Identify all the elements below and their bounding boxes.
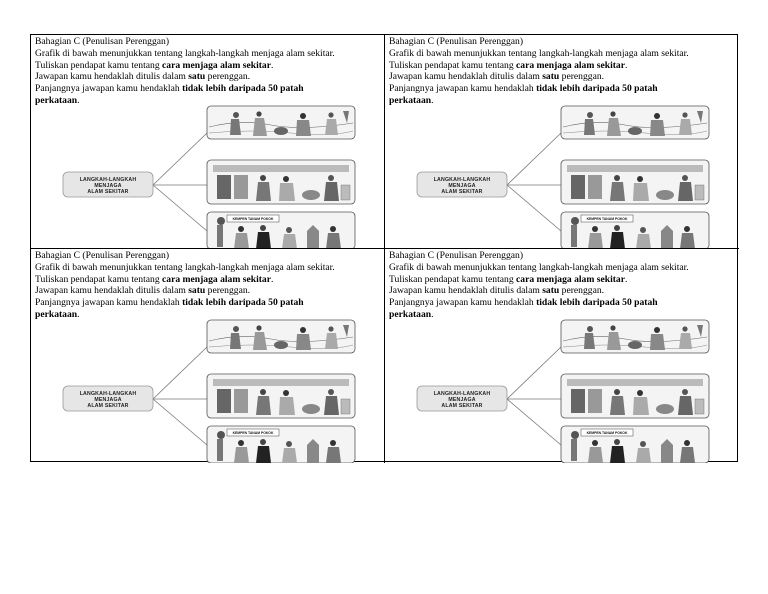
- mind-map-graphic: [385, 249, 739, 463]
- emphasis-text: perkataan: [389, 308, 432, 320]
- bubble-line: MENJAGA: [94, 397, 122, 403]
- campaign-sign: KEMPEN TANAM POKOK: [586, 431, 628, 435]
- instruction-text: .: [77, 308, 80, 320]
- mind-map-graphic: [31, 35, 385, 249]
- bubble-line: LANGKAH-LANGKAH: [433, 391, 491, 397]
- instruction-text: Grafik di bawah menunjukkan tentang langkah-langkah menjaga alam sekitar.: [389, 47, 689, 59]
- instruction-text: Jawapan kamu hendaklah ditulis dalam: [35, 285, 189, 297]
- beach-cleanup-picture: [561, 106, 709, 139]
- emphasis-text: satu: [188, 71, 206, 83]
- instruction-text: Grafik di bawah menunjukkan tentang langkah-langkah menjaga alam sekitar.: [35, 261, 335, 273]
- campaign-sign: KEMPEN TANAM POKOK: [586, 217, 628, 221]
- emphasis-text: tidak lebih daripada 50 patah: [536, 83, 658, 95]
- instruction-text: Panjangnya jawapan kamu hendaklah: [35, 297, 183, 309]
- campaign-sign: KEMPEN TANAM POKOK: [232, 217, 274, 221]
- recycling-picture: [561, 160, 709, 204]
- bubble-line: LANGKAH-LANGKAH: [79, 391, 137, 397]
- recycling-picture: [561, 374, 709, 418]
- connector-lines: [153, 133, 207, 231]
- heading-text: Bahagian C (Penulisan Perenggan): [389, 36, 524, 47]
- beach-cleanup-picture: [207, 320, 355, 353]
- instruction-text: .: [625, 273, 628, 285]
- bubble-line: ALAM SEKITAR: [87, 189, 129, 195]
- bubble-line: ALAM SEKITAR: [441, 403, 483, 409]
- instruction-text: Tuliskan pendapat kamu tentang: [35, 59, 163, 71]
- question-card: [31, 249, 385, 463]
- instruction-text: Panjangnya jawapan kamu hendaklah: [389, 83, 537, 95]
- instruction-text: Jawapan kamu hendaklah ditulis dalam: [35, 71, 189, 83]
- emphasis-text: perkataan: [35, 308, 78, 320]
- mind-map-graphic: [385, 35, 739, 249]
- tree-planting-picture: [561, 212, 709, 249]
- tree-planting-picture: [207, 212, 355, 249]
- bubble-line: LANGKAH-LANGKAH: [433, 177, 491, 183]
- heading-text: Bahagian C (Penulisan Perenggan): [35, 250, 170, 261]
- tree-planting-picture: [207, 426, 355, 463]
- instruction-text: .: [431, 308, 434, 320]
- instruction-text: Grafik di bawah menunjukkan tentang langkah-langkah menjaga alam sekitar.: [389, 261, 689, 273]
- instruction-text: perenggan.: [205, 71, 251, 83]
- emphasis-text: tidak lebih daripada 50 patah: [182, 297, 304, 309]
- bubble-line: ALAM SEKITAR: [441, 189, 483, 195]
- bubble-line: MENJAGA: [94, 183, 122, 189]
- tree-planting-picture: [561, 426, 709, 463]
- instruction-text: Tuliskan pendapat kamu tentang: [389, 59, 517, 71]
- emphasis-text: cara menjaga alam sekitar: [162, 59, 271, 71]
- question-card: [385, 249, 739, 463]
- emphasis-text: satu: [542, 71, 560, 83]
- bubble-line: MENJAGA: [448, 397, 476, 403]
- instruction-text: Jawapan kamu hendaklah ditulis dalam: [389, 71, 543, 83]
- instruction-text: Panjangnya jawapan kamu hendaklah: [389, 297, 537, 309]
- emphasis-text: tidak lebih daripada 50 patah: [536, 297, 658, 309]
- connector-lines: [153, 347, 207, 445]
- central-bubble: [63, 172, 153, 197]
- central-bubble: [417, 386, 507, 411]
- emphasis-text: tidak lebih daripada 50 patah: [182, 83, 304, 95]
- connector-lines: [507, 133, 561, 231]
- worksheet-grid: [30, 34, 738, 462]
- emphasis-text: cara menjaga alam sekitar: [516, 59, 625, 71]
- instruction-text: .: [77, 94, 80, 106]
- instruction-text: .: [271, 59, 274, 71]
- central-bubble: [417, 172, 507, 197]
- emphasis-text: cara menjaga alam sekitar: [162, 273, 271, 285]
- heading-text: Bahagian C (Penulisan Perenggan): [35, 36, 170, 47]
- recycling-picture: [207, 160, 355, 204]
- instruction-text: Panjangnya jawapan kamu hendaklah: [35, 83, 183, 95]
- bubble-line: MENJAGA: [448, 183, 476, 189]
- emphasis-text: satu: [188, 285, 206, 297]
- bubble-line: ALAM SEKITAR: [87, 403, 129, 409]
- campaign-sign: KEMPEN TANAM POKOK: [232, 431, 274, 435]
- emphasis-text: satu: [542, 285, 560, 297]
- instruction-text: Tuliskan pendapat kamu tentang: [389, 273, 517, 285]
- heading-text: Bahagian C (Penulisan Perenggan): [389, 250, 524, 261]
- recycling-picture: [207, 374, 355, 418]
- instruction-text: perenggan.: [205, 285, 251, 297]
- emphasis-text: perkataan: [35, 94, 78, 106]
- instruction-text: .: [271, 273, 274, 285]
- emphasis-text: cara menjaga alam sekitar: [516, 273, 625, 285]
- connector-lines: [507, 347, 561, 445]
- beach-cleanup-picture: [561, 320, 709, 353]
- instruction-text: .: [431, 94, 434, 106]
- instruction-text: Jawapan kamu hendaklah ditulis dalam: [389, 285, 543, 297]
- question-card: [385, 35, 739, 249]
- instruction-text: .: [625, 59, 628, 71]
- instruction-text: Grafik di bawah menunjukkan tentang langkah-langkah menjaga alam sekitar.: [35, 47, 335, 59]
- mind-map-graphic: [31, 249, 385, 463]
- instruction-text: perenggan.: [559, 71, 605, 83]
- instruction-text: perenggan.: [559, 285, 605, 297]
- question-card: [31, 35, 385, 249]
- central-bubble: [63, 386, 153, 411]
- beach-cleanup-picture: [207, 106, 355, 139]
- instruction-text: Tuliskan pendapat kamu tentang: [35, 273, 163, 285]
- bubble-line: LANGKAH-LANGKAH: [79, 177, 137, 183]
- emphasis-text: perkataan: [389, 94, 432, 106]
